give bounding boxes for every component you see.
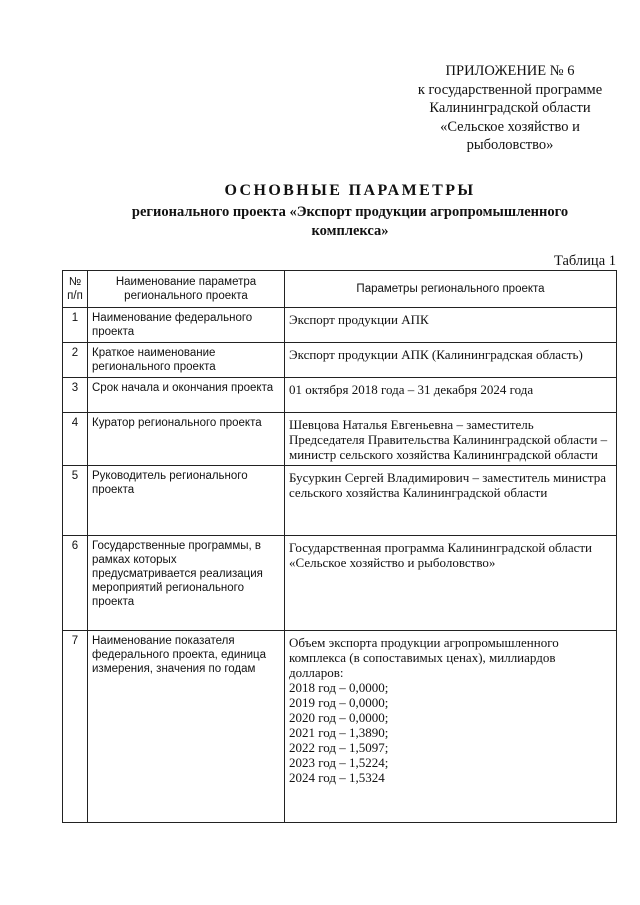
- header-parameter-name: Наименование параметра регионального проекта: [88, 271, 285, 308]
- row-number: 4: [63, 413, 88, 466]
- table-row: [63, 466, 617, 536]
- parameter-value-line: 2023 год – 1,5224;: [289, 755, 389, 770]
- header-parameter-value: Параметры регионального проекта: [285, 271, 617, 308]
- parameter-value-line: 2019 год – 0,0000;: [289, 695, 389, 710]
- table-row: [63, 536, 617, 631]
- row-number: 7: [63, 631, 88, 823]
- parameter-value-line: Шевцова Наталья Евгеньевна – заместитель: [289, 417, 534, 432]
- parameter-value-line: Председателя Правительства Калининградской области –: [289, 432, 608, 447]
- document-heading: [60, 180, 640, 240]
- parameter-value: [285, 466, 617, 536]
- parameter-value-line: «Сельское хозяйство и рыболовство»: [289, 555, 496, 570]
- row-number: 5: [63, 466, 88, 536]
- parameter-value: [285, 631, 617, 823]
- table-row: [63, 378, 617, 413]
- parameter-name: Краткое наименование регионального проекта: [88, 343, 285, 378]
- parameters-table: [62, 270, 617, 823]
- parameter-value-line: 2021 год – 1,3890;: [289, 725, 389, 740]
- parameter-value: [285, 343, 617, 378]
- table-label: Таблица 1: [553, 253, 616, 269]
- parameter-value-line: сельского хозяйства Калининградской области: [289, 485, 548, 500]
- table-row: [63, 631, 617, 823]
- header-number: № п/п: [63, 271, 88, 308]
- parameter-value-line: Объем экспорта продукции агропромышленного: [289, 635, 559, 650]
- parameter-name: Руководитель регионального проекта: [88, 466, 285, 536]
- parameter-value-line: 01 октября 2018 года – 31 декабря 2024 года: [289, 382, 534, 397]
- parameter-name: Куратор регионального проекта: [88, 413, 285, 466]
- table-row: [63, 343, 617, 378]
- parameter-value-line: министр сельского хозяйства Калининградской области: [289, 447, 598, 462]
- parameter-value: [285, 378, 617, 413]
- parameter-value-line: Экспорт продукции АПК: [289, 312, 429, 327]
- table-row: [63, 413, 617, 466]
- document-subtitle-line: регионального проекта «Экспорт продукции агропромышленного: [131, 204, 569, 220]
- parameter-value: [285, 536, 617, 631]
- appendix-line: Калининградской области: [429, 100, 591, 116]
- document-title: ОСНОВНЫЕ ПАРАМЕТРЫ: [224, 182, 476, 199]
- document-subtitle-line: комплекса»: [311, 223, 389, 239]
- appendix-line: к государственной программе: [417, 81, 603, 98]
- parameter-name: Срок начала и окончания проекта: [88, 378, 285, 413]
- parameter-value-line: Экспорт продукции АПК (Калининградская область): [289, 347, 583, 362]
- appendix-line: ПРИЛОЖЕНИЕ № 6: [445, 63, 575, 79]
- row-number: 3: [63, 378, 88, 413]
- parameter-value-line: Бусуркин Сергей Владимирович – заместитель министра: [289, 470, 607, 485]
- parameter-value: [285, 308, 617, 343]
- row-number: 2: [63, 343, 88, 378]
- appendix-header: [405, 62, 615, 155]
- parameter-value-line: долларов:: [289, 665, 344, 680]
- parameter-value-line: 2022 год – 1,5097;: [289, 740, 389, 755]
- parameter-name: Наименование федерального проекта: [88, 308, 285, 343]
- row-number: 6: [63, 536, 88, 631]
- parameter-value-line: 2024 год – 1,5324: [289, 770, 385, 785]
- parameter-name: Наименование показателя федерального проекта, единица измерения, значения по годам: [88, 631, 285, 823]
- parameter-value-line: 2020 год – 0,0000;: [289, 710, 389, 725]
- parameter-value-line: 2018 год – 0,0000;: [289, 680, 389, 695]
- appendix-line: рыболовство»: [466, 137, 554, 153]
- appendix-line: «Сельское хозяйство и: [440, 118, 580, 135]
- table-row: [63, 308, 617, 343]
- row-number: 1: [63, 308, 88, 343]
- parameter-value-line: комплекса (в сопоставимых ценах), миллиардов: [289, 650, 556, 665]
- parameter-value: [285, 413, 617, 466]
- parameter-name: Государственные программы, в рамках которых предусматривается реализация мероприятий регионального проекта: [88, 536, 285, 631]
- table-header-row: [63, 271, 617, 308]
- parameter-value-line: Государственная программа Калининградской области: [289, 540, 593, 555]
